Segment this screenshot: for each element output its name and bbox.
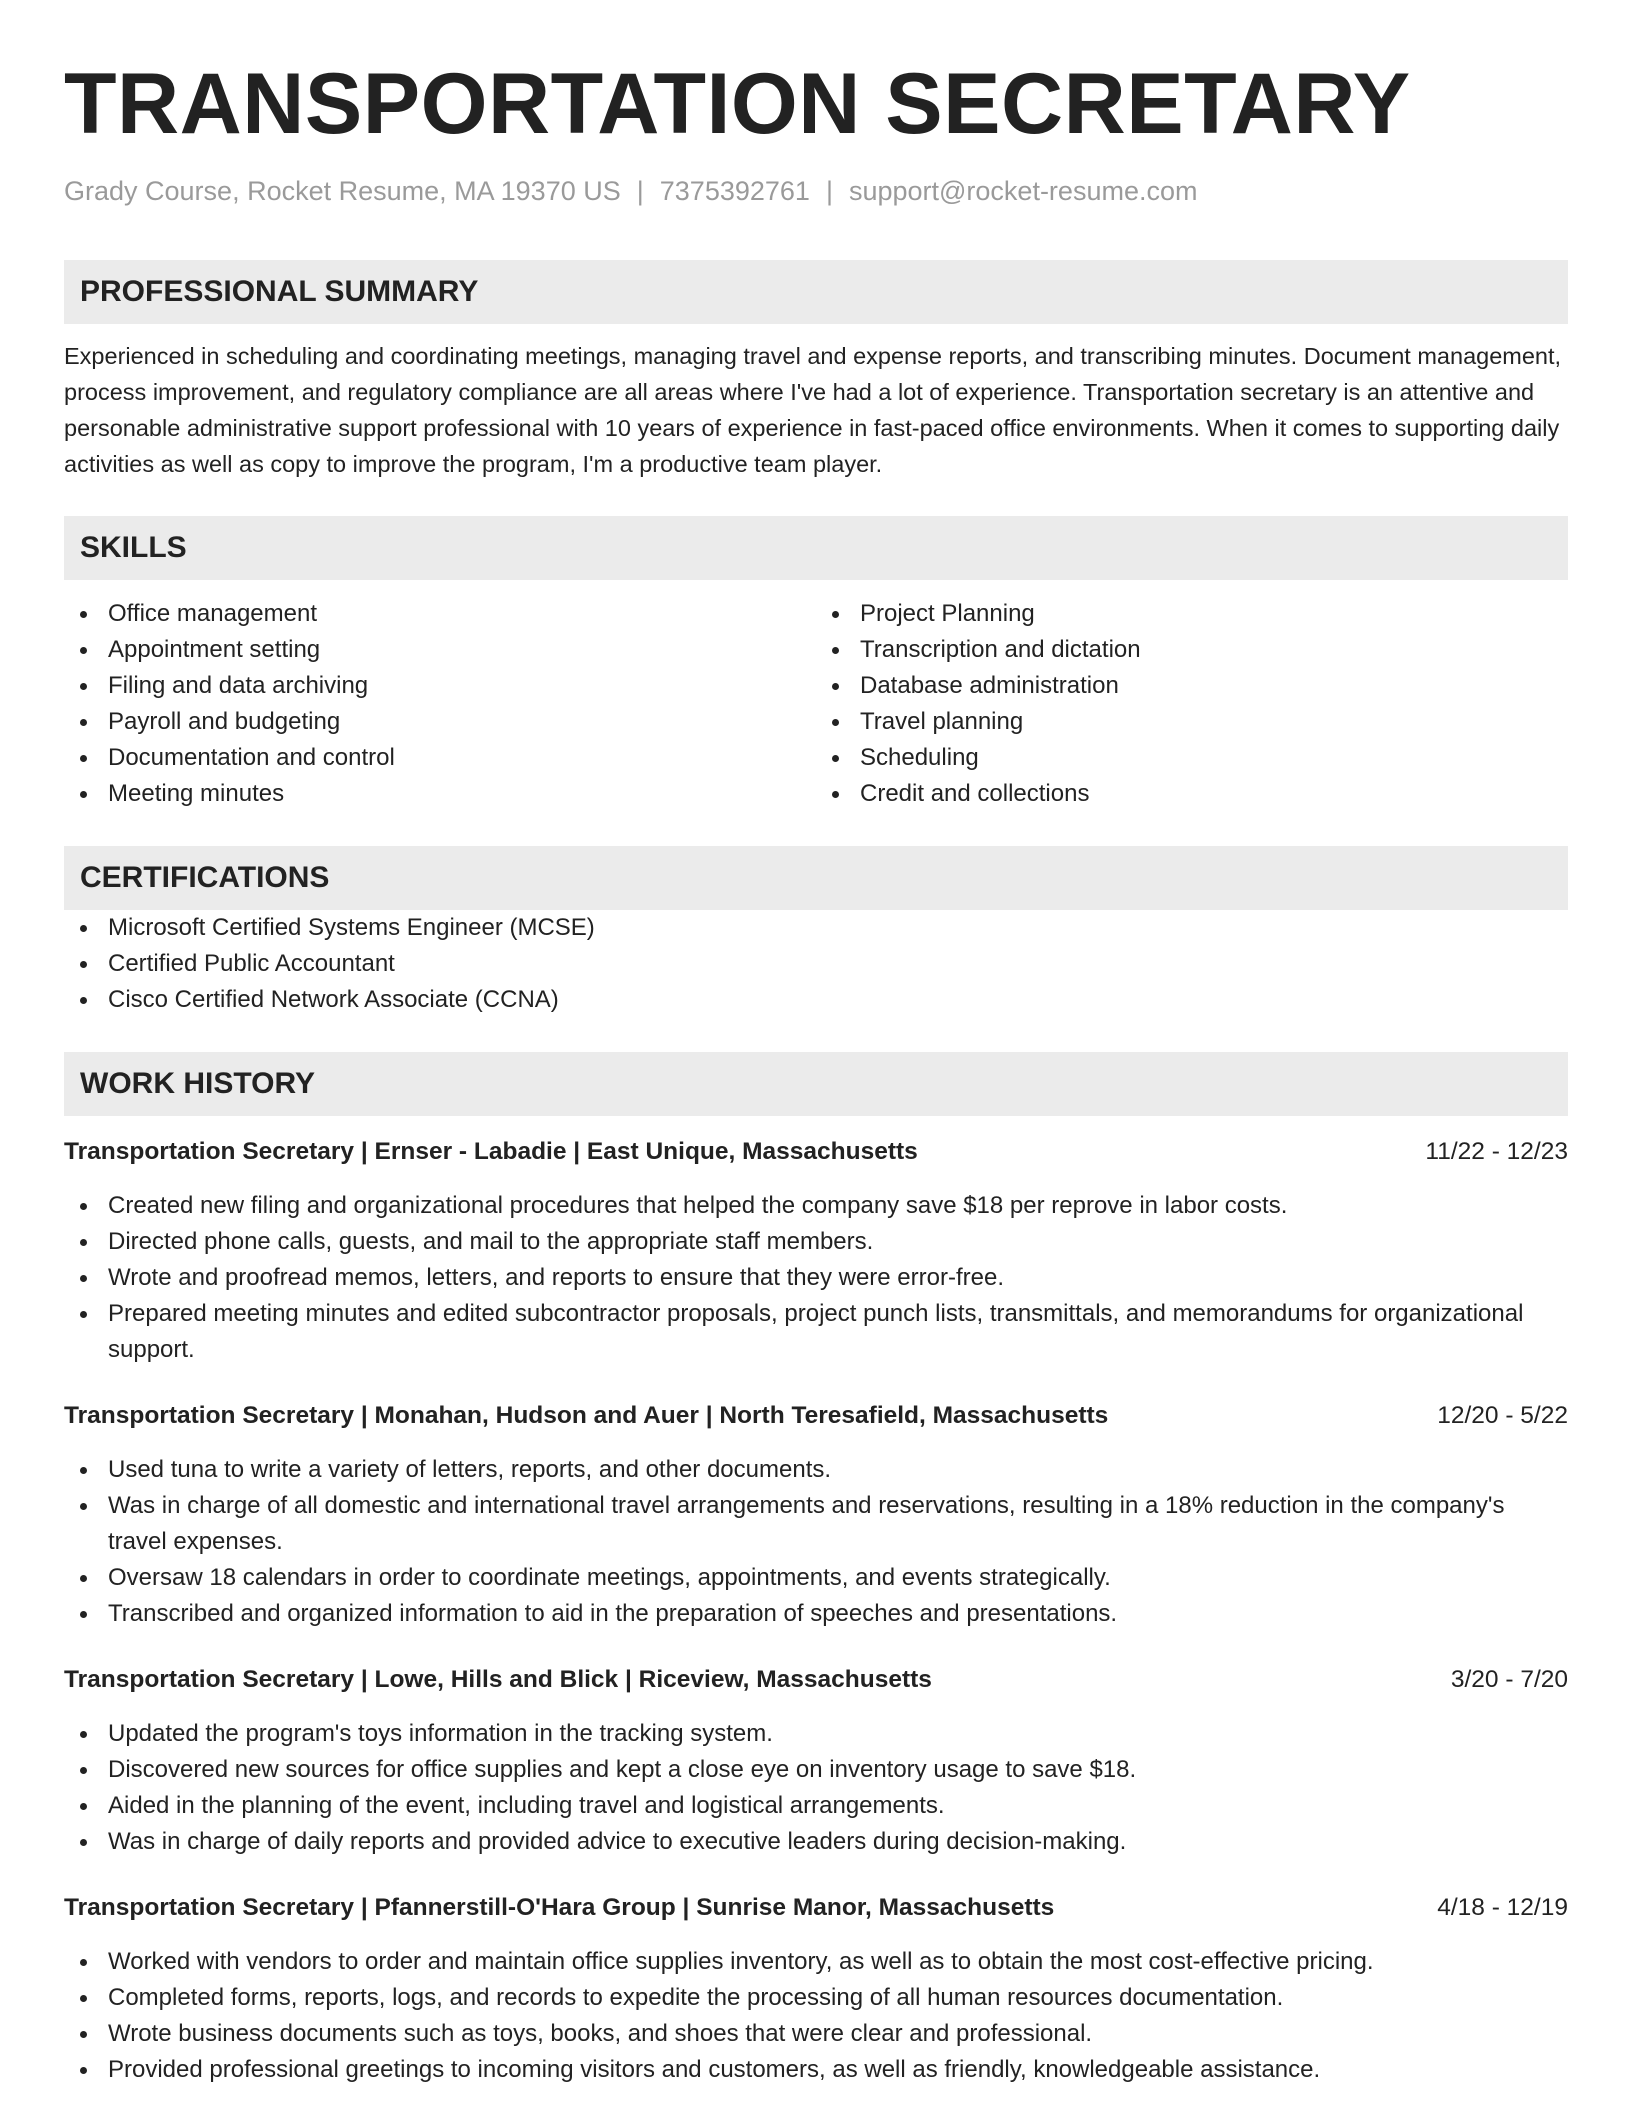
job-bullet: Was in charge of daily reports and provided advice to executive leaders during decision-making. xyxy=(64,1824,1568,1860)
section-heading-skills: SKILLS xyxy=(64,516,1568,580)
job-bullet: Worked with vendors to order and maintain office supplies inventory, as well as to obtain the most cost-effective pricing. xyxy=(64,1944,1568,1980)
job-dates: 3/20 - 7/20 xyxy=(1450,1666,1568,1693)
job-bullet: Directed phone calls, guests, and mail to the appropriate staff members. xyxy=(64,1224,1568,1260)
contact-phone: 7375392761 xyxy=(659,176,810,206)
job-header xyxy=(64,1662,1568,1698)
job-bullet: Provided professional greetings to incoming visitors and customers, as well as friendly, knowledgeable assistance. xyxy=(64,2052,1568,2088)
section-heading-summary: PROFESSIONAL SUMMARY xyxy=(64,260,1568,324)
job-dates: 4/18 - 12/19 xyxy=(1437,1894,1568,1921)
job-bullet: Prepared meeting minutes and edited subcontractor proposals, project punch lists, transmittals, and memorandums for organizational support. xyxy=(64,1296,1568,1368)
contact-separator: | xyxy=(825,176,833,206)
summary-text: Experienced in scheduling and coordinating meetings, managing travel and expense reports, and transcribing minutes. Document management, process improvement, and regulatory compliance are all areas where I've had a lot of experience. Transportation secretary is an attentive and personable administrative support professional with 10 years of experience in fast-paced office environments. When it comes to supporting daily activities as well as copy to improve the program, I'm a productive team player. xyxy=(64,343,1562,477)
job-title: Transportation Secretary | Pfannerstill-O'Hara Group | Sunrise Manor, Massachusetts xyxy=(64,1894,1055,1921)
certification-item: Certified Public Accountant xyxy=(64,946,1568,982)
job-dates: 11/22 - 12/23 xyxy=(1425,1138,1568,1165)
certifications-list xyxy=(64,910,1568,1018)
certification-item: Microsoft Certified Systems Engineer (MCSE) xyxy=(64,910,1568,946)
skill-item: Filing and data archiving xyxy=(64,668,816,704)
job-entry xyxy=(64,1134,1568,1368)
skill-item: Appointment setting xyxy=(64,632,816,668)
job-title: Transportation Secretary | Ernser - Labadie | East Unique, Massachusetts xyxy=(64,1138,918,1165)
section-heading-certifications: CERTIFICATIONS xyxy=(64,846,1568,910)
contact-address: Grady Course, Rocket Resume, MA 19370 US xyxy=(64,176,621,206)
job-bullet: Oversaw 18 calendars in order to coordinate meetings, appointments, and events strategically. xyxy=(64,1560,1568,1596)
skill-item: Credit and collections xyxy=(816,776,1568,812)
job-bullets xyxy=(64,1188,1568,1368)
job-bullets xyxy=(64,1716,1568,1860)
job-bullet: Created new filing and organizational procedures that helped the company save $18 per reprove in labor costs. xyxy=(64,1188,1568,1224)
contact-separator: | xyxy=(636,176,644,206)
skill-item: Transcription and dictation xyxy=(816,632,1568,668)
skill-item: Meeting minutes xyxy=(64,776,816,812)
job-bullet: Discovered new sources for office supplies and kept a close eye on inventory usage to save $18. xyxy=(64,1752,1568,1788)
job-header xyxy=(64,1134,1568,1170)
job-bullet: Was in charge of all domestic and international travel arrangements and reservations, resulting in a 18% reduction in the company's travel expenses. xyxy=(64,1488,1568,1560)
job-entry xyxy=(64,1398,1568,1632)
job-title: Transportation Secretary | Lowe, Hills and Blick | Riceview, Massachusetts xyxy=(64,1666,932,1693)
job-bullet: Wrote and proofread memos, letters, and reports to ensure that they were error-free. xyxy=(64,1260,1568,1296)
skills-column-right xyxy=(816,596,1568,812)
job-bullet: Used tuna to write a variety of letters, reports, and other documents. xyxy=(64,1452,1568,1488)
job-bullet: Wrote business documents such as toys, books, and shoes that were clear and professional. xyxy=(64,2016,1568,2052)
section-heading-work-history: WORK HISTORY xyxy=(64,1052,1568,1116)
skill-item: Payroll and budgeting xyxy=(64,704,816,740)
skills-list-right xyxy=(816,596,1568,812)
contact-line xyxy=(64,172,1568,210)
page-title: TRANSPORTATION SECRETARY xyxy=(64,56,1411,152)
skill-item: Scheduling xyxy=(816,740,1568,776)
skills-grid xyxy=(64,596,1568,812)
job-header xyxy=(64,1398,1568,1434)
job-bullet: Transcribed and organized information to aid in the preparation of speeches and presentations. xyxy=(64,1596,1568,1632)
job-dates: 12/20 - 5/22 xyxy=(1437,1402,1568,1429)
skill-item: Office management xyxy=(64,596,816,632)
job-bullets xyxy=(64,1944,1568,2088)
job-title: Transportation Secretary | Monahan, Hudson and Auer | North Teresafield, Massachusetts xyxy=(64,1402,1109,1429)
skill-item: Database administration xyxy=(816,668,1568,704)
job-entry xyxy=(64,1890,1568,2088)
skill-item: Documentation and control xyxy=(64,740,816,776)
job-bullet: Aided in the planning of the event, including travel and logistical arrangements. xyxy=(64,1788,1568,1824)
skills-list-left xyxy=(64,596,816,812)
skills-column-left xyxy=(64,596,816,812)
job-bullet: Completed forms, reports, logs, and records to expedite the processing of all human resources documentation. xyxy=(64,1980,1568,2016)
skill-item: Travel planning xyxy=(816,704,1568,740)
job-bullets xyxy=(64,1452,1568,1632)
job-entry xyxy=(64,1662,1568,1860)
contact-email: support@rocket-resume.com xyxy=(848,176,1198,206)
job-bullet: Updated the program's toys information in the tracking system. xyxy=(64,1716,1568,1752)
job-header xyxy=(64,1890,1568,1926)
certification-item: Cisco Certified Network Associate (CCNA) xyxy=(64,982,1568,1018)
skill-item: Project Planning xyxy=(816,596,1568,632)
